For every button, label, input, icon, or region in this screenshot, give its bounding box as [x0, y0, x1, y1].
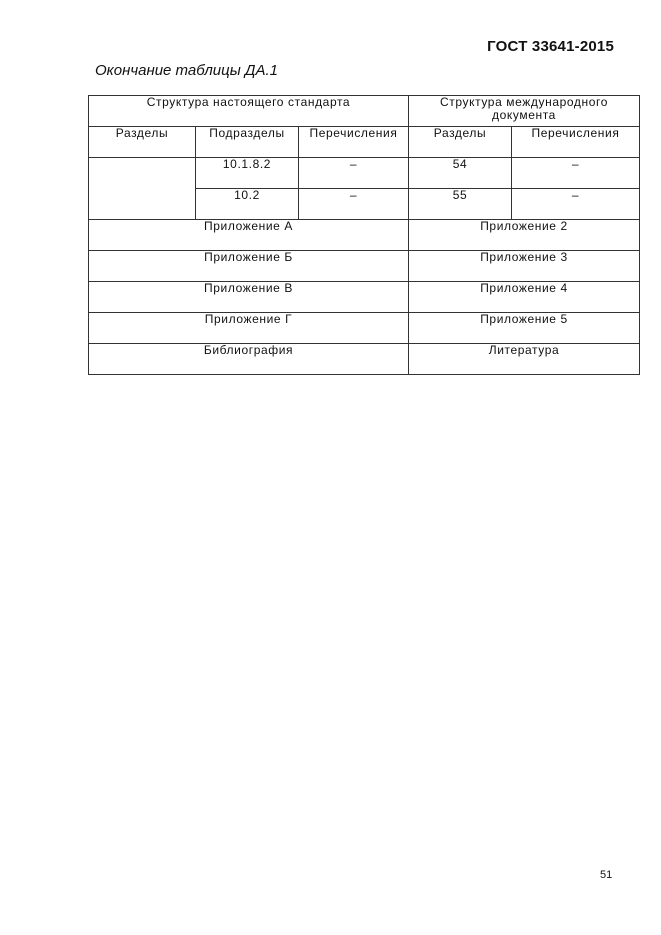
- appendix-cell: Приложение Г: [89, 313, 409, 344]
- int-enumeration-cell: –: [512, 158, 640, 189]
- header-subsections: Подразделы: [196, 127, 299, 158]
- sub-header-row: [89, 127, 640, 158]
- table-row: [89, 313, 640, 344]
- structure-comparison-table: [88, 95, 640, 375]
- table-row: [89, 220, 640, 251]
- document-code: ГОСТ 33641-2015: [487, 38, 614, 55]
- enumeration-cell: –: [299, 189, 409, 220]
- header-int-sections: Разделы: [409, 127, 512, 158]
- group-header-row: [89, 96, 640, 127]
- header-sections: Разделы: [89, 127, 196, 158]
- enumeration-cell: –: [299, 158, 409, 189]
- header-international-document: Структура международного документа: [409, 96, 640, 127]
- table-row: [89, 158, 640, 189]
- sections-cell-empty: [89, 158, 196, 220]
- int-enumeration-cell: –: [512, 189, 640, 220]
- header-int-enumerations: Перечисления: [512, 127, 640, 158]
- header-enumerations: Перечисления: [299, 127, 409, 158]
- int-appendix-cell: Приложение 4: [409, 282, 640, 313]
- int-appendix-cell: Приложение 3: [409, 251, 640, 282]
- int-section-cell: 55: [409, 189, 512, 220]
- appendix-cell: Приложение А: [89, 220, 409, 251]
- table-row: [89, 282, 640, 313]
- header-this-standard: Структура настоящего стандарта: [89, 96, 409, 127]
- subsection-cell: 10.1.8.2: [196, 158, 299, 189]
- page-number: 51: [600, 869, 613, 881]
- bibliography-cell: Библиография: [89, 344, 409, 375]
- appendix-cell: Приложение В: [89, 282, 409, 313]
- subsection-cell: 10.2: [196, 189, 299, 220]
- int-appendix-cell: Приложение 2: [409, 220, 640, 251]
- table-row: [89, 251, 640, 282]
- appendix-cell: Приложение Б: [89, 251, 409, 282]
- table-caption: Окончание таблицы ДА.1: [95, 62, 278, 79]
- int-appendix-cell: Приложение 5: [409, 313, 640, 344]
- int-section-cell: 54: [409, 158, 512, 189]
- table-row: [89, 344, 640, 375]
- literature-cell: Литература: [409, 344, 640, 375]
